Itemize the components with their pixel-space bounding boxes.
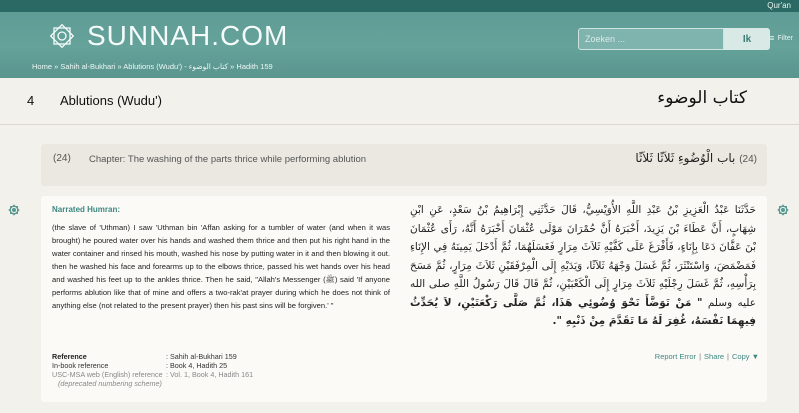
hadith-matn-ar: " مَنْ تَوَضَّأَ نَحْوَ وُضُوئِي هَذَا، ثُمَّ صَلَّى رَكْعَتَيْنِ، لاَ يُحَدِّثُ فِيهِمَا نَفْسَهُ، غُفِرَ لَهُ مَا تَقَدَّمَ مِنْ ذَنْبِهِ ". <box>410 296 756 327</box>
search-input[interactable] <box>578 28 724 50</box>
reference-value: : Sahih al-Bukhari 159 <box>166 352 237 361</box>
hadith-narrator: Narrated Humran: <box>52 205 121 214</box>
share-link[interactable]: Share <box>704 352 725 361</box>
report-error-link[interactable]: Report Error <box>654 352 697 361</box>
hadith-text-en: (the slave of 'Uthman) I saw 'Uthman bin 'Affan asking for a tumbler of water (and when it was brought) he poured water over his hands and washed them thrice and then put his right hand in the water container and rinsed his mouth, washed his nose by putting water in it and then blowing it out. then he washed his face and forearms up to the elbows thrice, passed his wet hands over his head and washed his feet up to the ankles thrice. Then he said, "Allah's Messenger (ﷺ) said 'If anyone performs ablution like that of mine and offers a two-rak'at prayer during which he does not think of anything else (not related to the present prayer) then his past sins will be forgiven.' " <box>52 223 390 310</box>
usc-reference-note: (deprecated numbering scheme) <box>58 379 162 388</box>
logo-star-icon <box>47 21 77 51</box>
filter-label: Filter <box>777 34 793 42</box>
book-title-en: Ablutions (Wudu') <box>60 93 162 108</box>
left-ornament-icon[interactable] <box>7 203 21 217</box>
book-number: 4 <box>27 93 35 108</box>
search-bar <box>578 28 770 50</box>
site-header <box>0 0 799 78</box>
action-separator: | <box>727 352 729 361</box>
usc-reference-row <box>52 370 253 379</box>
chapter-title-en: Chapter: The washing of the parts thrice while performing ablution <box>89 154 367 165</box>
reference-label: Reference <box>52 352 87 361</box>
inbook-reference-value: : Book 4, Hadith 25 <box>166 361 228 370</box>
chapter-title-ar-text: باب الْوُضُوءِ ثَلاَثًا ثَلاَثًا <box>635 151 736 165</box>
search-button[interactable]: Ik <box>724 28 770 50</box>
chapter-number-ar: (24) <box>739 154 757 165</box>
chapter-number: (24) <box>53 153 71 164</box>
usc-reference-value: : Vol. 1, Book 4, Hadith 161 <box>166 370 254 379</box>
book-title-row <box>0 88 799 120</box>
quran-link[interactable]: Qur'an <box>767 1 791 10</box>
copy-link[interactable]: Copy ▼ <box>731 352 759 361</box>
usc-reference-label: USC-MSA web (English) reference <box>52 370 163 379</box>
action-separator: | <box>699 352 702 361</box>
right-ornament-icon[interactable] <box>776 203 790 217</box>
reference-row <box>52 352 253 361</box>
hadith-text-ar <box>410 201 756 331</box>
top-bar <box>0 0 799 12</box>
filter-button[interactable] <box>769 33 793 43</box>
divider <box>0 124 799 125</box>
site-logo[interactable] <box>47 20 288 52</box>
hadith-actions <box>655 352 759 361</box>
inbook-reference-label: In-book reference <box>52 361 109 370</box>
reference-block <box>52 352 253 388</box>
chapter-title-ar <box>635 151 757 165</box>
chapter-box <box>41 144 767 186</box>
book-title-ar: كتاب الوضوء <box>657 88 747 108</box>
logo-text: SUNNAH.COM <box>87 20 289 51</box>
breadcrumb[interactable]: Home » Sahih al-Bukhari » Ablutions (Wudu') - كتاب الوضوء » Hadith 159 <box>32 62 273 71</box>
menu-bars-icon: ≡ <box>769 33 775 43</box>
hadith-isnad-ar: حَدَّثَنَا عَبْدُ الْعَزِيزِ بْنُ عَبْدِ اللَّهِ الأُوَيْسِيُّ، قَالَ حَدَّثَنِي إِبْرَاهِيمُ بْنُ سَعْدٍ، عَنِ ابْنِ شِهَابٍ، أَنَّ عَطَاءَ بْنَ يَزِيدَ، أَخْبَرَهُ أَنَّ حُمْرَانَ مَوْلَى عُثْمَانَ أَخْبَرَهُ أَنَّهُ، رَأَى عُثْمَانَ بْنَ عَفَّانَ دَعَا بِإِنَاءٍ، فَأَفْرَغَ عَلَى كَفَّيْهِ ثَلاَثَ مِرَارٍ فَغَسَلَهُمَا، ثُمَّ أَدْخَلَ يَمِينَهُ فِي الإِنَاءِ فَمَضْمَضَ، وَاسْتَنْثَرَ، ثُمَّ غَسَلَ وَجْهَهُ ثَلاَثًا، وَيَدَيْهِ إِلَى الْمِرْفَقَيْنِ ثَلاَثَ مِرَارٍ، ثُمَّ مَسَحَ بِرَأْسِهِ، ثُمَّ غَسَلَ رِجْلَيْهِ ثَلاَثَ مِرَارٍ إِلَى الْكَعْبَيْنِ، ثُمَّ قَالَ قَالَ رَسُولُ اللَّهِ صلى الله عليه وسلم <box>410 204 757 309</box>
inbook-reference-row <box>52 361 253 370</box>
